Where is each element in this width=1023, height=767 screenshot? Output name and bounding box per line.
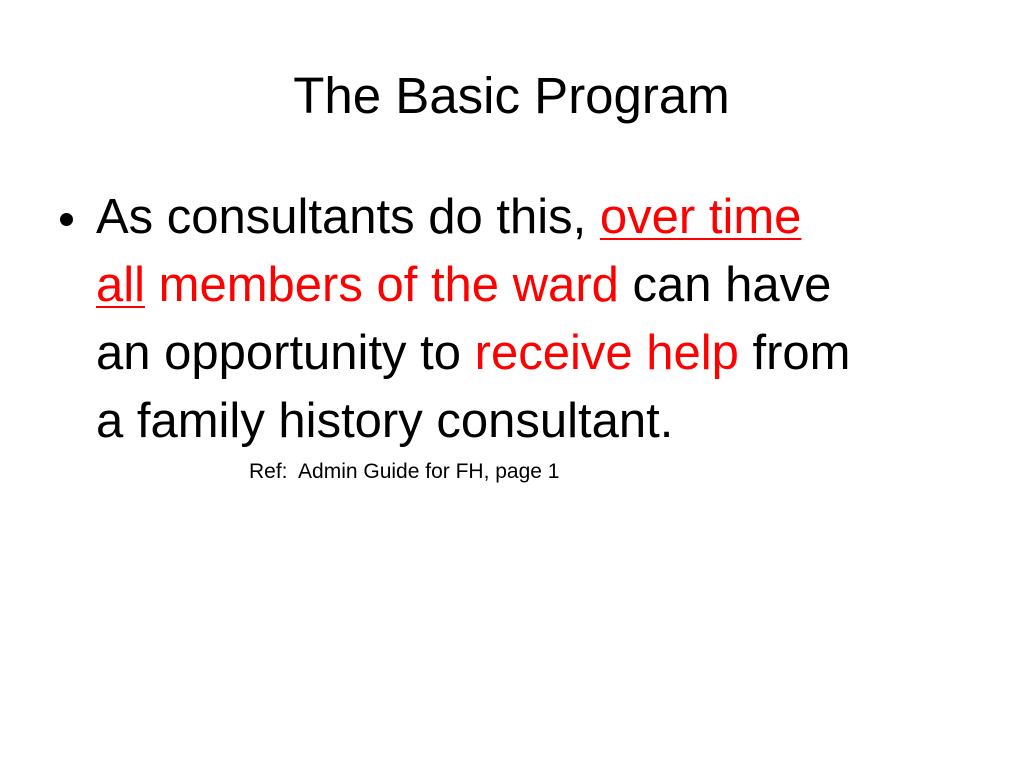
bullet-item [58, 183, 998, 455]
reference-note: Ref: Admin Guide for FH, page 1 [249, 460, 560, 483]
line-3-prefix: an opportunity to [96, 326, 475, 380]
emphasis-all: all [96, 258, 146, 312]
line-1-prefix: As consultants do this, [96, 190, 600, 244]
line-3-suffix: from [738, 326, 851, 380]
bullet-line-4: a family history consultant. [96, 394, 674, 448]
bullet-line-2 [96, 251, 998, 319]
line-2-suffix: can have [618, 258, 832, 312]
emphasis-receive-help: receive help [474, 326, 739, 380]
emphasis-over-time: over time [599, 190, 802, 244]
slide-title: The Basic Program [293, 67, 730, 124]
bullet-list [58, 183, 998, 455]
emphasis-members-of-the-ward: members of the ward [145, 258, 619, 312]
bullet-dot-icon [60, 213, 73, 226]
bullet-line-1 [96, 183, 998, 251]
bullet-line-3 [96, 319, 998, 387]
